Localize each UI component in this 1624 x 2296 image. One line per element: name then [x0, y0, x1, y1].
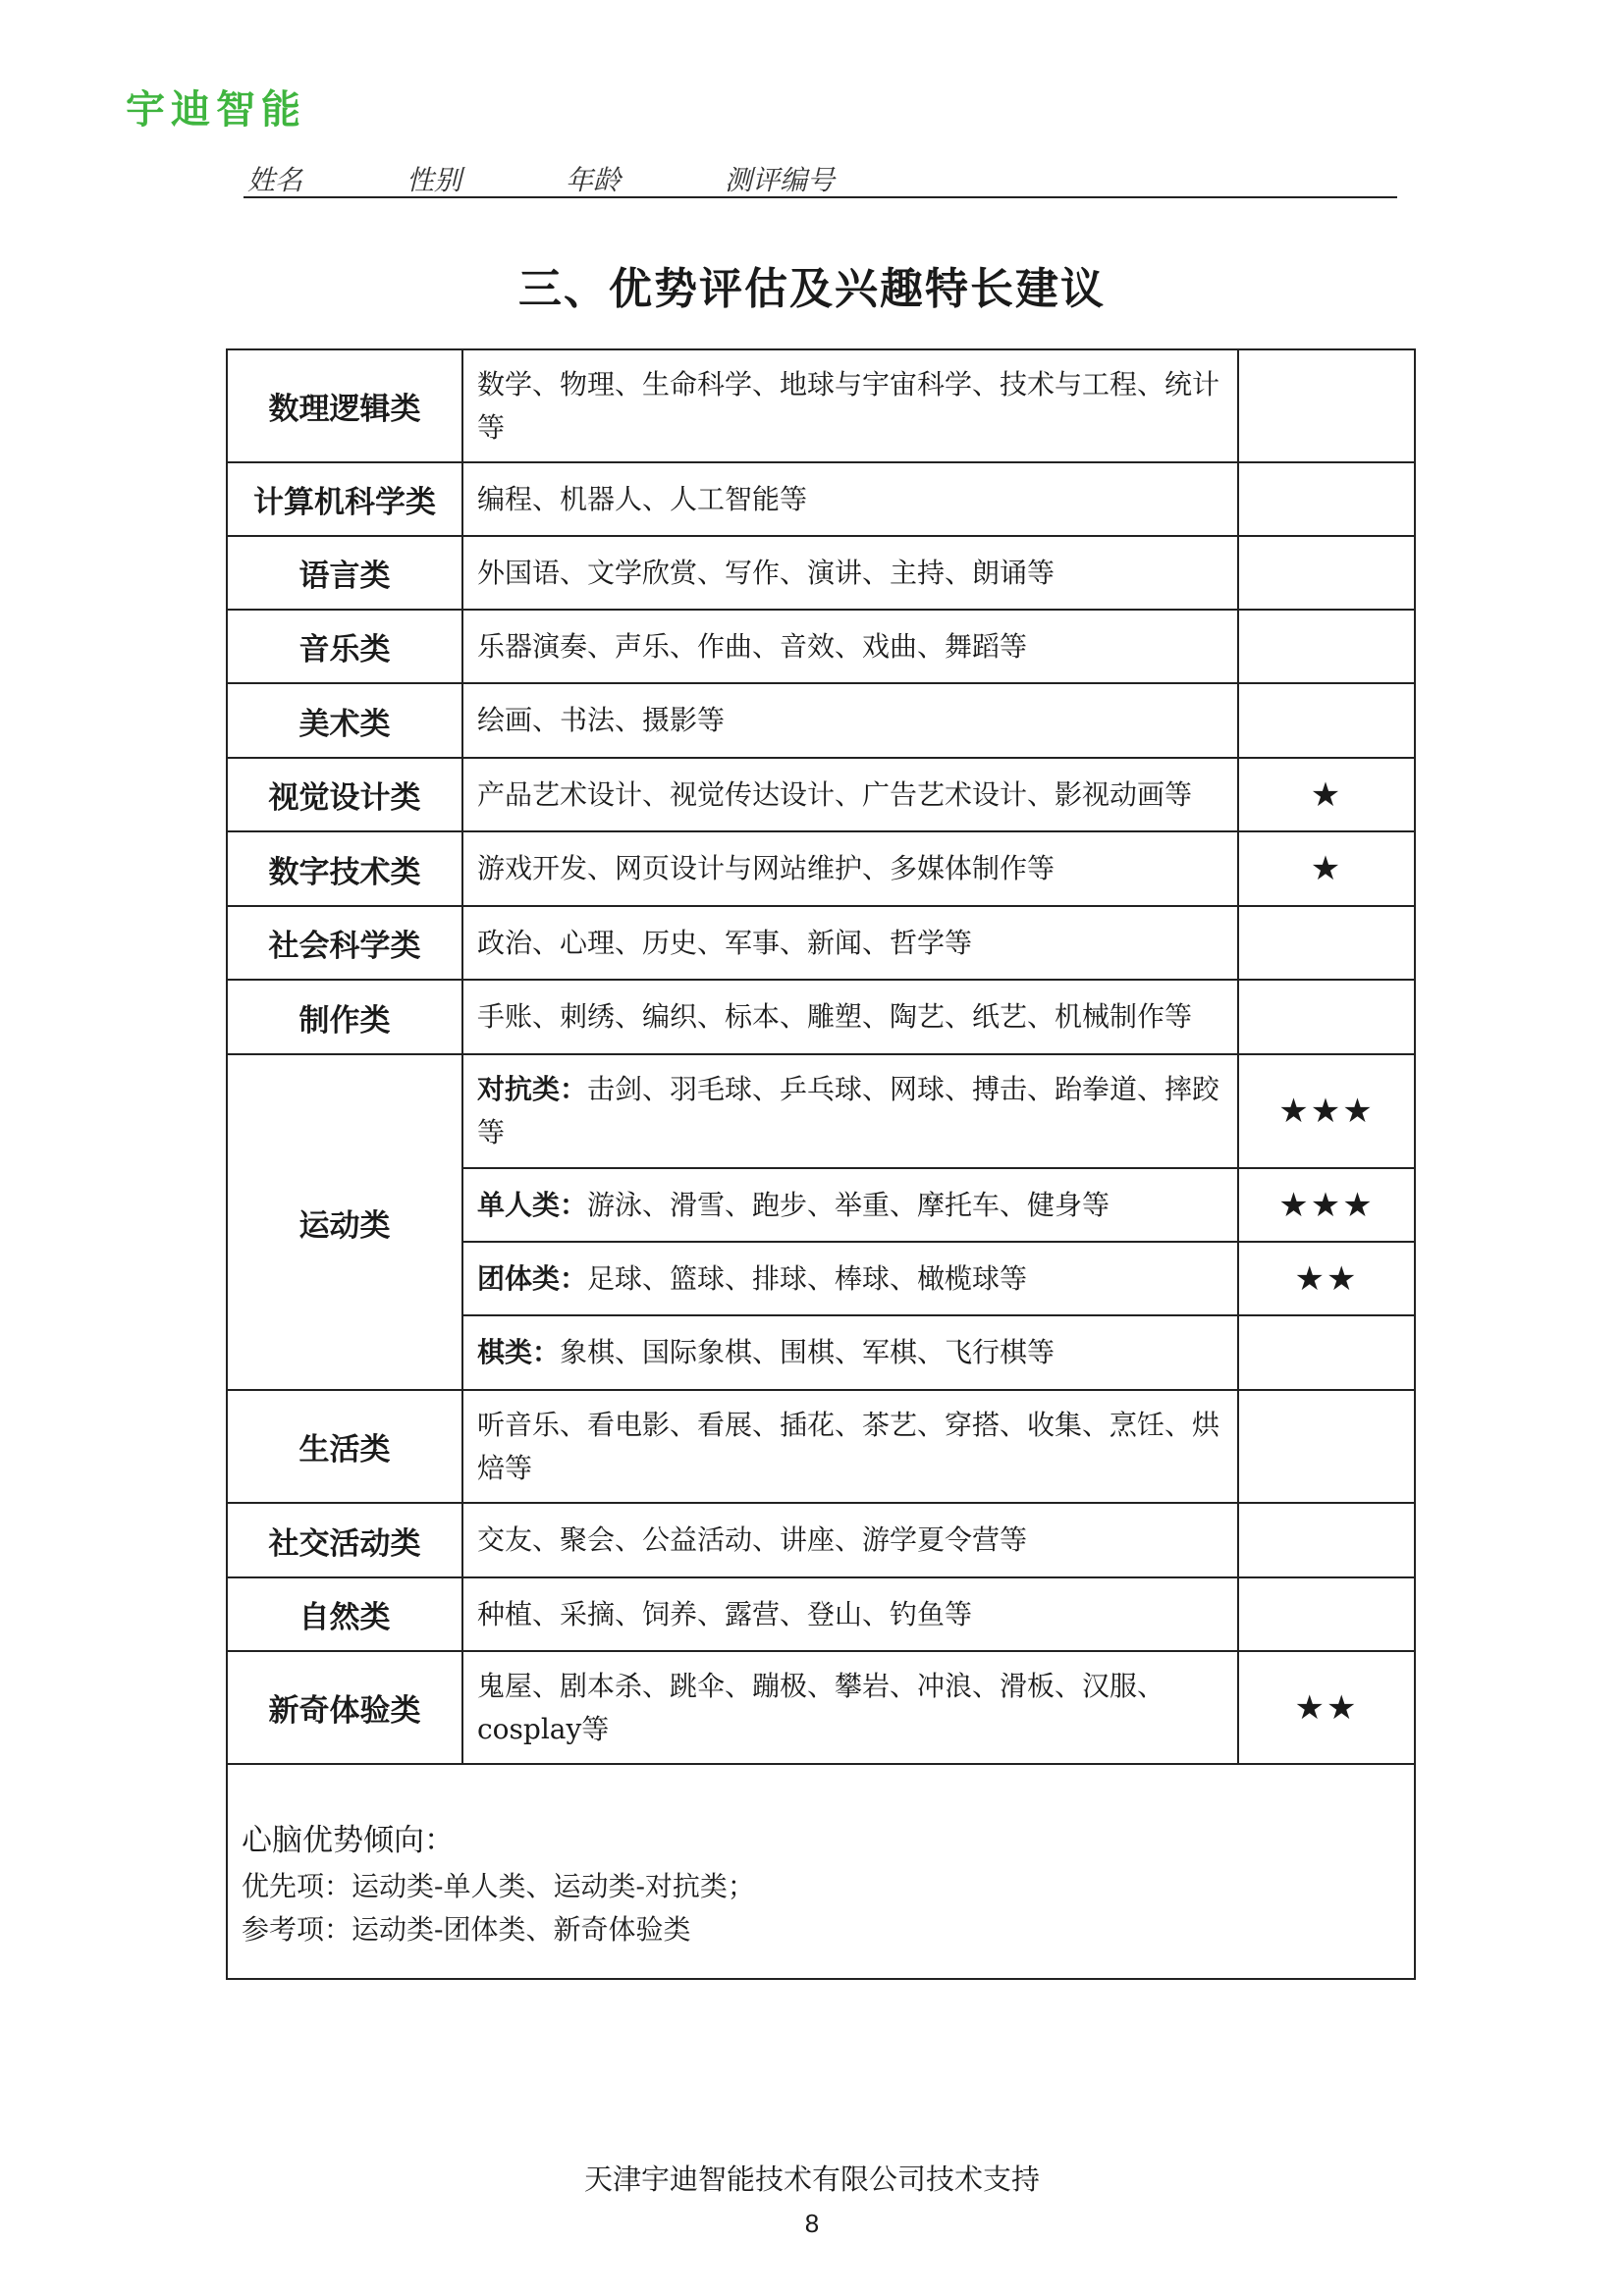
- personal-info-line: [244, 155, 1397, 198]
- rating-cell: [1238, 1390, 1415, 1503]
- subcategory-items: 足球、篮球、排球、棒球、橄榄球等: [587, 1261, 1028, 1295]
- assessment-id-label: 测评编号: [725, 164, 836, 196]
- star-rating: ★★★: [1238, 1054, 1415, 1168]
- subcategory-label: 团体类：: [477, 1261, 588, 1295]
- category-cell: 视觉设计类: [227, 758, 462, 831]
- subcategory-items: 象棋、国际象棋、围棋、军棋、飞行棋等: [560, 1336, 1056, 1368]
- items-cell: [462, 1242, 1238, 1315]
- star-rating: ★: [1238, 758, 1415, 831]
- table-row: [227, 1390, 1415, 1503]
- category-cell: 音乐类: [227, 610, 462, 683]
- rating-cell: [1238, 536, 1415, 610]
- rating-cell: [1238, 683, 1415, 758]
- items-cell: 乐器演奏、声乐、作曲、音效、戏曲、舞蹈等: [462, 610, 1238, 683]
- age-label: 年龄: [566, 164, 622, 196]
- summary-cell: [227, 1764, 1415, 1979]
- rating-cell: [1238, 1315, 1415, 1390]
- table-row: [227, 1651, 1415, 1764]
- subcategory-items: 游泳、滑雪、跑步、举重、摩托车、健身等: [587, 1188, 1110, 1221]
- interest-table: [226, 348, 1416, 1980]
- items-cell: [462, 1054, 1238, 1168]
- table-row: [227, 610, 1415, 683]
- subcategory-label: 棋类：: [477, 1336, 561, 1368]
- items-cell: 外国语、文学欣赏、写作、演讲、主持、朗诵等: [462, 536, 1238, 610]
- category-cell-sports: 运动类: [227, 1054, 462, 1390]
- items-cell: 游戏开发、网页设计与网站维护、多媒体制作等: [462, 831, 1238, 906]
- rating-cell: [1238, 349, 1415, 462]
- category-cell: 新奇体验类: [227, 1651, 462, 1764]
- rating-cell: [1238, 610, 1415, 683]
- items-cell: [462, 1168, 1238, 1242]
- table-row: [227, 906, 1415, 980]
- items-cell: 编程、机器人、人工智能等: [462, 462, 1238, 536]
- subcategory-label: 单人类：: [477, 1188, 588, 1221]
- items-cell: 种植、采摘、饲养、露营、登山、钓鱼等: [462, 1577, 1238, 1651]
- items-cell: 交友、聚会、公益活动、讲座、游学夏令营等: [462, 1503, 1238, 1577]
- items-cell: 手账、刺绣、编织、标本、雕塑、陶艺、纸艺、机械制作等: [462, 980, 1238, 1054]
- rating-cell: [1238, 1503, 1415, 1577]
- table-row: [227, 349, 1415, 462]
- table-row: [227, 683, 1415, 758]
- star-rating: ★★: [1238, 1242, 1415, 1315]
- page-number: 8: [804, 2209, 820, 2238]
- subcategory-items: 击剑、羽毛球、乒乓球、网球、搏击、跆拳道、摔跤等: [477, 1073, 1220, 1148]
- summary-reference: 参考项：运动类-团体类、新奇体验类: [242, 1913, 691, 1946]
- category-cell: 计算机科学类: [227, 462, 462, 536]
- category-cell: 自然类: [227, 1577, 462, 1651]
- table-row: [227, 980, 1415, 1054]
- rating-cell: [1238, 1577, 1415, 1651]
- category-cell: 美术类: [227, 683, 462, 758]
- star-rating: ★★★: [1238, 1168, 1415, 1242]
- table-row-sports: [227, 1054, 1415, 1168]
- items-cell: 产品艺术设计、视觉传达设计、广告艺术设计、影视动画等: [462, 758, 1238, 831]
- rating-cell: [1238, 980, 1415, 1054]
- company-logo: 宇迪智能: [126, 87, 306, 133]
- subcategory-label: 对抗类：: [477, 1073, 588, 1105]
- footer-company: 天津宇迪智能技术有限公司技术支持: [583, 2163, 1040, 2196]
- category-cell: 制作类: [227, 980, 462, 1054]
- rating-cell: [1238, 462, 1415, 536]
- star-rating: ★: [1238, 831, 1415, 906]
- summary-priority: 优先项：运动类-单人类、运动类-对抗类；: [242, 1870, 755, 1902]
- table-row: [227, 462, 1415, 536]
- category-cell: 数字技术类: [227, 831, 462, 906]
- table-row: [227, 1577, 1415, 1651]
- items-cell: 数学、物理、生命科学、地球与宇宙科学、技术与工程、统计等: [462, 349, 1238, 462]
- summary-row: [227, 1764, 1415, 1979]
- rating-cell: [1238, 906, 1415, 980]
- category-cell: 语言类: [227, 536, 462, 610]
- category-cell: 数理逻辑类: [227, 349, 462, 462]
- table-row: [227, 758, 1415, 831]
- summary-title: 心脑优势倾向：: [242, 1823, 455, 1858]
- category-cell: 生活类: [227, 1390, 462, 1503]
- section-title: 三、优势评估及兴趣特长建议: [518, 264, 1106, 314]
- items-cell: 绘画、书法、摄影等: [462, 683, 1238, 758]
- items-cell: 政治、心理、历史、军事、新闻、哲学等: [462, 906, 1238, 980]
- items-cell: [462, 1315, 1238, 1390]
- name-label: 姓名: [247, 164, 303, 196]
- star-rating: ★★: [1238, 1651, 1415, 1764]
- gender-label: 性别: [406, 164, 462, 196]
- category-cell: 社会科学类: [227, 906, 462, 980]
- items-cell: 鬼屋、剧本杀、跳伞、蹦极、攀岩、冲浪、滑板、汉服、cosplay等: [462, 1651, 1238, 1764]
- table-row: [227, 831, 1415, 906]
- category-cell: 社交活动类: [227, 1503, 462, 1577]
- table-row: [227, 536, 1415, 610]
- table-row: [227, 1503, 1415, 1577]
- items-cell: 听音乐、看电影、看展、插花、茶艺、穿搭、收集、烹饪、烘焙等: [462, 1390, 1238, 1503]
